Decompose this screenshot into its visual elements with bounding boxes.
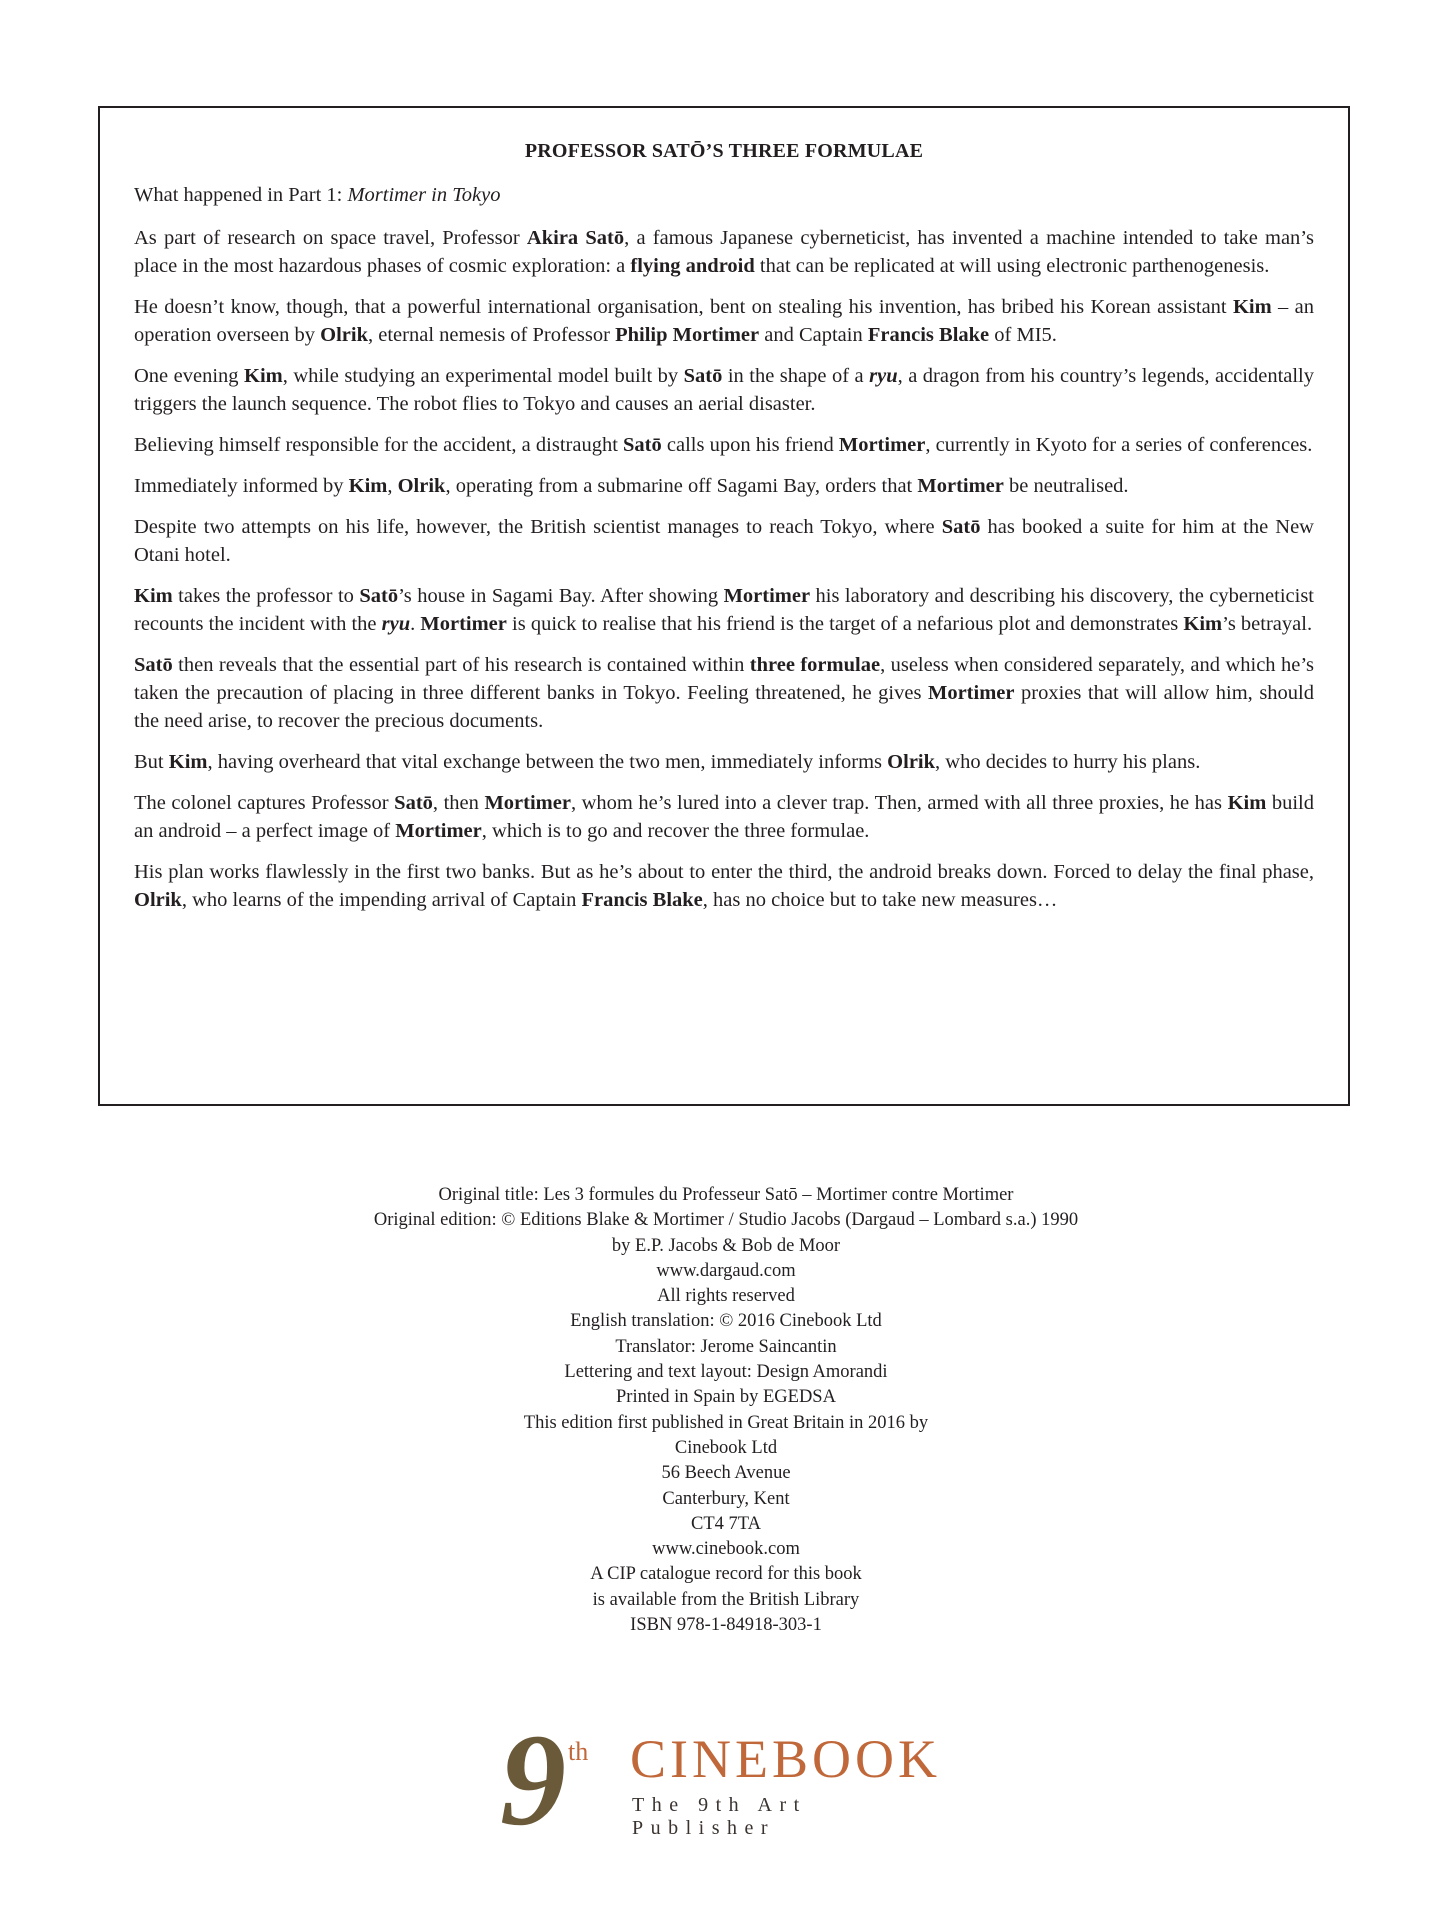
text-run: , which is to go and recover the three formulae. [481,820,870,842]
summary-paragraph [134,431,1314,459]
credit-line: by E.P. Jacobs & Bob de Moor [611,1235,841,1256]
text-run: He doesn’t know, though, that a powerful international organisation, bent on stealing his invention, has bribed his Korean assistant [134,296,1233,318]
text-run: Believing himself responsible for the accident, a distraught [134,434,624,456]
text-run: his laboratory and describing his discovery, the cyberneticist recounts the incident with the [134,585,1314,635]
summary-paragraph [134,858,1314,914]
logo-mark-number: 9 [500,1724,566,1834]
emphasis-run: Philip Mortimer [615,324,760,346]
intro-part-title: Mortimer in Tokyo [347,184,501,206]
credit-line: A CIP catalogue record for this book [590,1564,862,1585]
summary-intro [134,181,1314,209]
emphasis-run: Francis Blake [581,889,703,911]
text-run: , eternal nemesis of Professor [368,324,616,346]
credit-line: Printed in Spain by EGEDSA [616,1387,836,1408]
summary-paragraph [134,789,1314,845]
emphasis-run: Satō [394,792,433,814]
text-run: , [387,475,398,497]
emphasis-run: Akira Satō [526,227,625,249]
text-run: is quick to realise that his friend is the target of a nefarious plot and demonstrates [506,613,1184,635]
credit-line: www.cinebook.com [652,1539,800,1560]
emphasis-run: Kim [348,475,388,497]
text-run: that can be replicated at will using electronic parthenogenesis. [754,255,1270,277]
cinebook-9th-mark-icon [496,1724,626,1834]
emphasis-run: Kim [1227,792,1267,814]
emphasis-run: Kim [244,365,283,387]
emphasis-run: Olrik [397,475,446,497]
text-run: proxies that will allow him, should the need arise, to recover the precious documents. [134,682,1314,732]
cinebook-logo [496,1724,956,1839]
text-run: , whom he’s lured into a clever trap. Then, armed with all three proxies, he has [570,792,1228,814]
text-run: His plan works flawlessly in the first two banks. But as he’s about to enter the third, the android breaks down. Forced to delay the final phase, [134,861,1314,883]
logo-mark-suffix: th [568,1737,589,1766]
emphasis-run: ryu [869,365,898,387]
emphasis-run: Kim [1183,613,1223,635]
logo-name: CINEBOOK [630,1729,941,1789]
emphasis-run: Kim [168,751,208,773]
emphasis-run: Satō [134,654,173,676]
text-run: Despite two attempts on his life, however, the British scientist manages to reach Tokyo, where [134,516,942,538]
emphasis-run: Olrik [887,751,936,773]
text-run: then reveals that the essential part of his research is contained within [172,654,750,676]
text-run: . [410,613,421,635]
emphasis-run: flying android [630,255,755,277]
text-run: Immediately informed by [134,475,349,497]
text-run: , having overheard that vital exchange between the two men, immediately informs [207,751,888,773]
text-run: ’s house in Sagami Bay. After showing [398,585,724,607]
emphasis-run: ryu [381,613,411,635]
text-run: One evening [134,365,245,387]
emphasis-run: Olrik [134,889,182,911]
emphasis-run: Francis Blake [867,324,990,346]
credit-line: This edition first published in Great Britain in 2016 by [523,1412,929,1433]
emphasis-run: Satō [683,365,723,387]
text-run: As part of research on space travel, Professor [134,227,527,249]
credit-line: ISBN 978-1-84918-303-1 [630,1615,822,1636]
emphasis-run: Mortimer [838,434,926,456]
summary-paragraph [134,224,1314,280]
emphasis-run: Kim [134,585,173,607]
summary-paragraph [134,748,1314,776]
text-run: , who learns of the impending arrival of Captain [181,889,582,911]
summary-paragraph [134,362,1314,418]
text-run: be neutralised. [1003,475,1129,497]
summary-paragraph [134,293,1314,349]
emphasis-run: Mortimer [484,792,571,814]
credit-line: is available from the British Library [592,1589,860,1610]
emphasis-run: Mortimer [395,820,482,842]
text-run: , currently in Kyoto for a series of conferences. [925,434,1313,456]
emphasis-run: Mortimer [723,585,811,607]
text-run: , useless when considered separately, and which he’s taken the precaution of placing in three different banks in Tokyo. Feeling threatened, he gives [134,654,1314,704]
text-run: , a famous Japanese cyberneticist, has invented a machine intended to take man’s place in the most hazardous phases of cosmic exploration: a [134,227,1314,277]
intro-text: What happened in Part 1: [134,184,348,206]
logo-tagline: The 9th Art Publisher [632,1794,807,1839]
summary-box [98,106,1350,1106]
text-run: and Captain [759,324,868,346]
text-run: calls upon his friend [661,434,839,456]
text-run: , who decides to hurry his plans. [935,751,1201,773]
summary-paragraphs [134,224,1314,914]
credit-line: www.dargaud.com [656,1260,796,1281]
emphasis-run: Kim [1232,296,1272,318]
summary-paragraph [134,472,1314,500]
text-run: takes the professor to [172,585,360,607]
summary-paragraph [134,582,1314,638]
text-run: build an android – a perfect image of [134,792,1314,842]
emphasis-run: Satō [359,585,399,607]
emphasis-run: Satō [941,516,981,538]
text-run: , operating from a submarine off Sagami Bay, orders that [445,475,918,497]
credit-line: All rights reserved [657,1286,795,1307]
credit-line: Original title: Les 3 formules du Professeur Satō – Mortimer contre Mortimer [438,1185,1014,1205]
emphasis-run: Olrik [320,324,368,346]
summary-paragraph [134,651,1314,735]
summary-paragraph [134,513,1314,569]
text-run: of MI5. [989,324,1057,346]
summary-title: PROFESSOR SATŌ’S THREE FORMULAE [524,140,924,162]
text-run: ’s betrayal. [1222,613,1313,635]
text-run: The colonel captures Professor [134,792,395,814]
text-run: in the shape of a [722,365,870,387]
credit-line: Lettering and text layout: Design Amorandi [564,1362,888,1383]
text-run: , has no choice but to take new measures… [702,889,1058,911]
emphasis-run: Mortimer [917,475,1004,497]
credit-line: Cinebook Ltd [674,1437,778,1458]
credit-line: English translation: © 2016 Cinebook Ltd [570,1311,882,1332]
text-run: – an operation overseen by [134,296,1314,346]
text-run: , then [432,792,485,814]
text-run: , a dragon from his country’s legends, accidentally triggers the launch sequence. The robot flies to Tokyo and causes an aerial disaster. [134,365,1315,415]
credit-line: CT4 7TA [691,1513,761,1534]
credit-line: Translator: Jerome Saincantin [615,1336,837,1357]
text-run: But [134,751,169,773]
credits-block [0,1183,1452,1638]
credit-line: Canterbury, Kent [662,1488,790,1509]
emphasis-run: Mortimer [420,613,507,635]
emphasis-run: three formulae [749,654,881,676]
credit-line: 56 Beech Avenue [661,1463,791,1484]
text-run: , while studying an experimental model built by [282,365,684,387]
text-run: has booked a suite for him at the New Otani hotel. [134,516,1314,566]
credit-line: Original edition: © Editions Blake & Mortimer / Studio Jacobs (Dargaud – Lombard s.a.) 1990 [373,1210,1079,1231]
emphasis-run: Mortimer [927,682,1015,704]
emphasis-run: Satō [623,434,662,456]
